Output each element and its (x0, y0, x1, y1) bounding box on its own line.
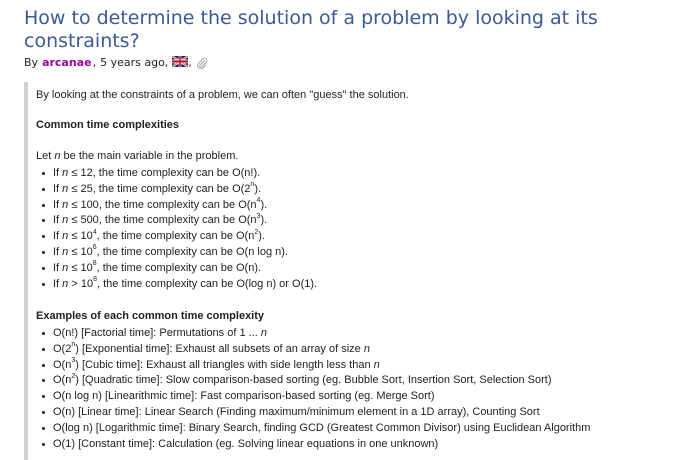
item-cond: ≤ 25 (68, 182, 93, 195)
item-description: ) [Quadratic time]: Slow comparison-based sorting (eg. Bubble Sort, Insertion Sort, Selection Sort) (75, 374, 552, 387)
item-prefix: If (53, 230, 63, 243)
complexity-list (36, 166, 317, 292)
let-n-text (36, 150, 238, 163)
item-cond-exponent: 8 (92, 260, 97, 268)
item-complexity: O(log n (53, 421, 90, 434)
item-description: ) [Exponential time]: Exhaust all subsets of an array of size (75, 342, 364, 355)
item-prefix: If (53, 245, 63, 258)
list-item (36, 245, 317, 261)
item-mid: , the time complexity can be O(n (96, 230, 255, 243)
item-prefix: If (53, 198, 63, 211)
item-description: ) [Constant time]: Calculation (eg. Solving linear equations in one unknown) (71, 437, 439, 450)
paperclip-icon[interactable] (196, 57, 208, 69)
item-cond: ≤ 10 (68, 261, 93, 274)
list-item (36, 342, 590, 358)
item-end: ). (254, 182, 262, 195)
post-meta (24, 56, 208, 69)
list-item (36, 437, 590, 453)
item-mid: , the time complexity can be O(log n) or O(1 (96, 277, 311, 290)
item-cond-exponent: 8 (93, 275, 97, 283)
item-exponent: 3 (256, 212, 261, 220)
item-description: ) [Linear time]: Linear Search (Finding maximum/minimum element in a 1D array), Counting Sort (71, 405, 540, 418)
item-var: n (260, 327, 267, 339)
item-cond-exponent: 6 (92, 244, 97, 252)
item-complexity: O(1 (53, 437, 72, 450)
item-description: ) [Factorial time]: Permutations of 1 ... (74, 327, 261, 339)
author-comma: , (92, 56, 97, 69)
intro-text: By looking at the constraints of a problem, we can often "guess" the solution. (36, 89, 409, 101)
item-var: n (62, 214, 69, 227)
list-item (36, 421, 590, 437)
item-description: ) [Linearithmic time]: Fast comparison-based sorting (eg. Merge Sort) (98, 390, 435, 403)
item-cond: ≤ 10 (68, 245, 93, 258)
item-description: ) [Logarithmic time]: Binary Search, finding GCD (Greatest Common Divisor) using Euclidean Algorithm (89, 421, 591, 434)
list-item (36, 166, 317, 182)
item-exponent: n (71, 341, 76, 349)
item-exponent: 3 (71, 356, 76, 364)
item-mid: , the time complexity can be O(n log n (96, 245, 282, 258)
list-item (36, 405, 590, 421)
list-item (36, 373, 590, 389)
list-item (36, 182, 317, 198)
item-exponent: 2 (254, 228, 259, 236)
item-exponent: n (250, 181, 255, 189)
item-complexity: O(2 (53, 342, 72, 355)
item-cond: ≤ 500 (68, 214, 99, 227)
item-var: n (373, 358, 380, 371)
item-end: ). (260, 198, 268, 211)
item-var: n (62, 277, 69, 290)
item-description: ) [Cubic time]: Exhaust all triangles with side length less than (75, 358, 374, 371)
uk-flag-icon[interactable] (172, 56, 188, 67)
item-mid: , the time complexity can be O(n (96, 261, 255, 274)
item-complexity: O(n! (53, 327, 75, 339)
list-item (36, 358, 590, 374)
post-time: 5 years ago, (100, 56, 169, 69)
post-content (24, 82, 668, 460)
list-item (36, 389, 590, 405)
item-var: n (62, 182, 69, 195)
item-mid: , the time complexity can be O(n! (92, 167, 254, 179)
item-var: n (62, 198, 69, 211)
item-end: ). (260, 214, 268, 227)
let-var: n (54, 150, 61, 162)
item-var: n (62, 167, 69, 179)
let-suffix: be the main variable in the problem. (60, 150, 239, 162)
let-prefix: Let (36, 150, 55, 162)
item-cond: ≤ 12 (68, 167, 93, 179)
item-exponent: 2 (71, 372, 76, 380)
item-complexity: O(n (53, 358, 72, 371)
item-cond-exponent: 4 (92, 228, 97, 236)
item-exponent: 4 (256, 196, 261, 204)
item-end: ). (258, 230, 265, 243)
section-heading-examples: Examples of each common time complexity (36, 310, 265, 322)
list-item (36, 229, 317, 245)
item-prefix: If (53, 214, 63, 227)
item-end: ). (254, 261, 262, 274)
page-title[interactable]: How to determine the solution of a problem by looking at its constraints? (24, 7, 598, 52)
item-complexity: O(n (53, 405, 72, 418)
item-end: ). (310, 277, 318, 290)
item-end: ). (253, 167, 261, 179)
item-cond: ≤ 10 (68, 230, 93, 243)
item-prefix: If (53, 261, 63, 274)
list-item (36, 198, 317, 214)
section-heading-complexities: Common time complexities (36, 119, 180, 131)
item-var: n (62, 261, 69, 274)
item-cond: ≤ 100 (68, 198, 99, 211)
item-var: n (62, 245, 69, 258)
item-prefix: If (53, 167, 63, 179)
item-complexity: O(n (53, 374, 72, 387)
list-item (36, 277, 317, 293)
list-item (36, 326, 590, 342)
item-var: n (363, 342, 370, 355)
item-var: n (62, 230, 69, 243)
item-mid: , the time complexity can be O(n (98, 214, 257, 227)
item-prefix: If (53, 182, 63, 195)
item-complexity: O(n log n (53, 390, 99, 403)
item-mid: , the time complexity can be O(2 (92, 182, 251, 195)
item-mid: , the time complexity can be O(n (98, 198, 257, 211)
list-item (36, 261, 317, 277)
item-prefix: If (53, 277, 63, 290)
list-item (36, 213, 317, 229)
item-end: ). (281, 245, 288, 258)
item-cond: > 10 (68, 277, 94, 290)
examples-list (36, 326, 590, 452)
by-label: By (24, 56, 39, 69)
author-link[interactable]: arcanae (42, 56, 92, 69)
flag-comma: , (188, 56, 192, 69)
